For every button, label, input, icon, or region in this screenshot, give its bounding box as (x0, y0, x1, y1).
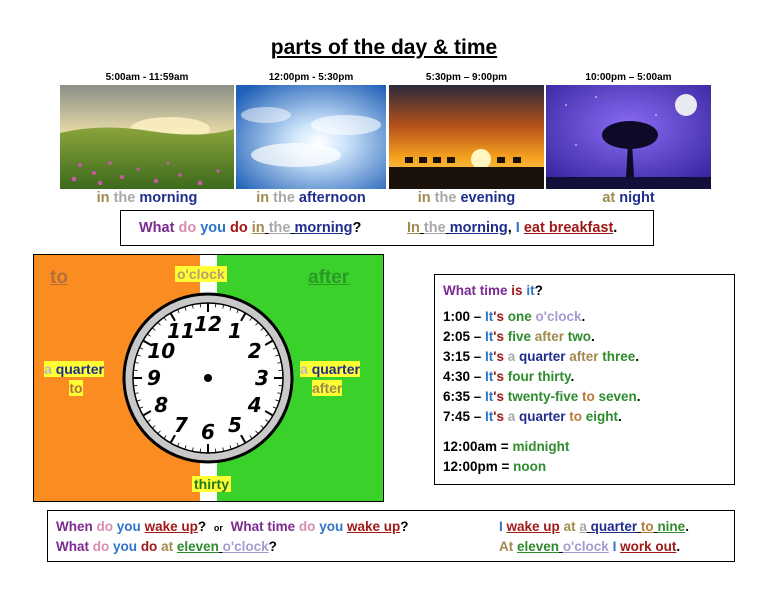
word-midnight: midnight (512, 439, 570, 454)
clock-center-dot (204, 374, 212, 382)
question-mark: ? (400, 519, 409, 534)
answer-wake-up (499, 517, 689, 537)
time-line (443, 387, 641, 407)
comma: , (507, 220, 512, 236)
word-s: 's (493, 329, 504, 344)
period: . (613, 220, 618, 236)
question-mark: ? (268, 539, 277, 554)
quarter-to: to (69, 380, 83, 396)
word-number: eight (582, 409, 619, 424)
question-mark: ? (352, 220, 362, 236)
period: . (570, 369, 575, 384)
word-oclock: o'clock (535, 309, 582, 324)
question-eleven (56, 537, 277, 557)
question-wake-up (56, 517, 409, 538)
oclock-text: o'clock (177, 266, 225, 282)
time-examples (443, 307, 641, 427)
question-mark: ? (534, 283, 543, 298)
quarter-a: a (44, 361, 52, 377)
quarter-after: after (312, 380, 343, 396)
period: . (591, 329, 595, 344)
time-question (443, 281, 543, 301)
word-number: one (504, 309, 536, 324)
quarter-word: quarter (311, 361, 360, 377)
word-what: What (56, 539, 89, 554)
clock-face (120, 290, 296, 466)
word-you: you (319, 519, 344, 534)
noon-line (443, 457, 569, 477)
word-oclock: o'clock (222, 539, 269, 554)
word-it: It (485, 409, 494, 424)
clock-number: 12 (194, 312, 222, 336)
word-you: you (113, 539, 138, 554)
word-or: or (213, 523, 223, 533)
time-line (443, 367, 641, 387)
word-i: I (612, 539, 617, 554)
word-the: the (268, 220, 291, 236)
bottom-examples-box (47, 510, 735, 562)
label-in-the-evening (389, 190, 544, 206)
label-word-in: in (96, 190, 110, 206)
right-quarter-label (300, 360, 360, 398)
word-wake-up: wake up (506, 519, 560, 534)
word-s: 's (493, 409, 504, 424)
example-question (139, 211, 361, 245)
label-word-the: the (273, 190, 295, 206)
word-when: When (56, 519, 93, 534)
word-s: 's (493, 349, 504, 364)
word-number: seven (594, 389, 637, 404)
word-wake-up: wake up (144, 519, 198, 534)
word-is: is (511, 283, 523, 298)
word-number: three (598, 349, 636, 364)
morning-meadow-image (60, 85, 234, 189)
word-it: It (485, 329, 494, 344)
clock-number: 6 (201, 420, 215, 444)
time-value: 6:35 – (443, 389, 486, 404)
afternoon-sky-image (236, 85, 386, 189)
word-eleven: eleven (176, 539, 219, 554)
word-number: four thirty (504, 369, 571, 384)
word-what: What (139, 220, 175, 236)
time-line (443, 327, 641, 347)
word-it: It (485, 309, 494, 324)
word-quarter: quarter (519, 349, 566, 364)
clock-number: 5 (228, 412, 242, 437)
word-at: At (499, 539, 514, 554)
label-in-the-afternoon (236, 190, 386, 206)
special-times (443, 437, 569, 477)
time-line (443, 407, 641, 427)
clock-number: 8 (154, 393, 169, 417)
period: . (618, 409, 622, 424)
label-at-night (546, 190, 711, 206)
time-value: 2:05 – (443, 329, 486, 344)
time-value: 4:30 – (443, 369, 486, 384)
word-after: after (534, 329, 565, 344)
time-value: 12:00pm = (443, 459, 514, 474)
word-s: 's (493, 369, 504, 384)
oclock-label (175, 266, 227, 282)
word-what: What (230, 519, 264, 534)
word-s: 's (493, 309, 504, 324)
time-value: 3:15 – (443, 349, 486, 364)
word-do: do (140, 539, 158, 554)
word-work-out: work out (620, 539, 677, 554)
word-i: I (499, 519, 503, 534)
label-word-morning: morning (139, 190, 198, 206)
label-word-evening: evening (460, 190, 516, 206)
label-word-the: the (113, 190, 136, 206)
word-you: you (116, 519, 141, 534)
word-at: at (161, 539, 174, 554)
word-wake-up: wake up (346, 519, 401, 534)
word-to: to (582, 389, 595, 404)
word-eleven: eleven (517, 539, 560, 554)
word-time: time (479, 283, 508, 298)
word-in: in (251, 220, 265, 236)
word-do: do (92, 539, 110, 554)
left-quarter-label (44, 360, 104, 398)
word-after: after (565, 349, 599, 364)
word-oclock: o'clock (562, 539, 609, 554)
evening-desert-image (389, 85, 544, 189)
question-mark: ? (197, 519, 207, 534)
period-time-morning: 5:00am - 11:59am (105, 72, 189, 83)
word-it: It (485, 369, 494, 384)
word-number: twenty-five (504, 389, 583, 404)
word-time: time (267, 519, 296, 534)
word-it: it (526, 283, 535, 298)
quarter-word: quarter (55, 361, 104, 377)
word-to: to (640, 519, 654, 534)
answer-eleven (499, 537, 680, 557)
word-quarter: quarter (519, 409, 566, 424)
night-tree-image (546, 85, 711, 189)
period: . (636, 389, 641, 404)
word-do: do (298, 519, 316, 534)
period-time-afternoon: 12:00pm - 5:30pm (268, 72, 354, 83)
word-the: the (423, 220, 446, 236)
clock-number: 4 (247, 393, 262, 417)
after-heading: after (308, 267, 350, 288)
time-value: 1:00 – (443, 309, 486, 324)
period: . (581, 309, 586, 324)
word-what: What (443, 283, 476, 298)
time-value: 12:00am = (443, 439, 513, 454)
word-a: a (504, 409, 520, 424)
time-line (443, 307, 641, 327)
word-eat-breakfast: eat breakfast (523, 220, 614, 236)
example-morning-box (120, 210, 654, 246)
word-in: In (407, 220, 420, 236)
word-number: five (504, 329, 535, 344)
time-line (443, 347, 641, 367)
clock-number: 1 (228, 319, 242, 344)
period: . (685, 519, 689, 534)
clock-number: 7 (174, 412, 188, 437)
word-it: It (485, 349, 494, 364)
word-nine: nine (657, 519, 686, 534)
word-to: to (565, 409, 583, 424)
clock-number: 3 (255, 366, 269, 390)
period: . (676, 539, 681, 554)
label-word-the: the (434, 190, 457, 206)
thirty-label: thirty (194, 476, 229, 492)
time-value: 7:45 – (443, 409, 486, 424)
period-time-evening: 5:30pm – 9:00pm (425, 72, 508, 83)
word-s: 's (493, 389, 504, 404)
clock-number: 10 (147, 339, 176, 363)
clock-number: 11 (167, 319, 195, 344)
time-box (434, 274, 735, 485)
label-word-in: in (417, 190, 431, 206)
word-it: It (485, 389, 494, 404)
word-i: I (515, 220, 520, 236)
label-in-the-morning (60, 190, 234, 206)
word-a: a (504, 349, 520, 364)
clock-number: 9 (147, 366, 161, 390)
word-do: do (178, 220, 197, 236)
word-morning: morning (449, 220, 508, 236)
midnight-line (443, 437, 569, 457)
word-quarter: quarter (590, 519, 638, 534)
word-do: do (96, 519, 114, 534)
label-word-afternoon: afternoon (298, 190, 366, 206)
word-morning: morning (294, 220, 353, 236)
word-number: two (564, 329, 592, 344)
label-word-night: night (619, 190, 655, 206)
label-word-in: in (256, 190, 270, 206)
label-word-at: at (602, 190, 616, 206)
word-do: do (230, 220, 248, 236)
word-a: a (579, 519, 587, 534)
period-time-night: 10:00pm – 5:00am (585, 72, 672, 83)
word-noon: noon (513, 459, 547, 474)
word-at: at (563, 519, 576, 534)
page-title: parts of the day & time (270, 36, 498, 59)
clock-number: 2 (247, 339, 262, 363)
example-answer (407, 211, 617, 245)
quarter-a: a (300, 361, 308, 377)
to-heading: to (50, 267, 68, 288)
period: . (635, 349, 640, 364)
word-you: you (200, 220, 226, 236)
